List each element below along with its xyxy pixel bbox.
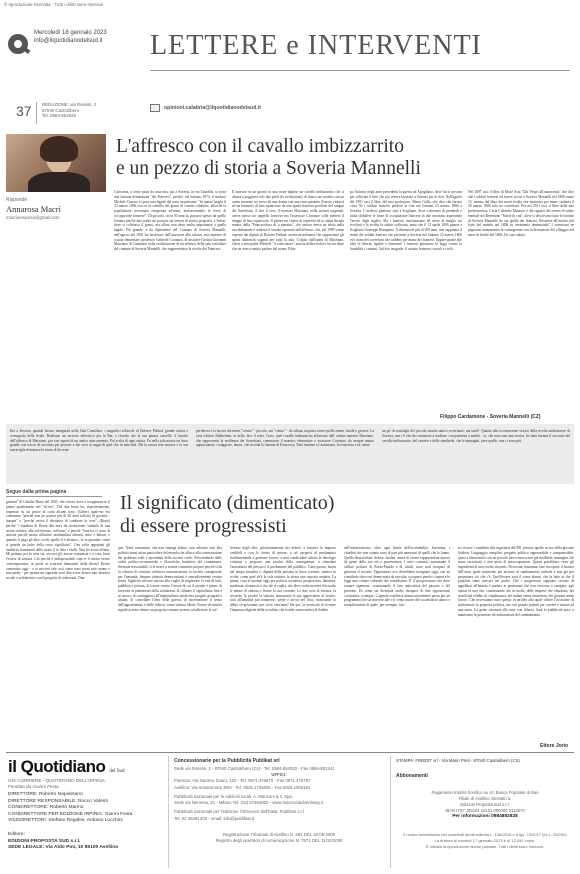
footer-rule [6,752,574,753]
lead-paragraph: Carissima, a cento passi da casa mia, qui a Soveria, in via Tatarella, si trova una fontana denominata "dei Francesi", perché, nel lontano 1874, il sindaco Michele Cimino vi pose una lapide dal testo inquietante: "In questi luoghi il 23 marzo 1806 scoccò la scintilla dei giorni di cruenti calabresi, allorché la popolazione soverinata esasperata affrontò, massacrandole, le forze di occupazione francese". Da piccolo, circa 50 anni fa, passavo spesso da quella fontana perché mio padre mi portava sui terreni di nostra proprietà, a Salesi, dove si coltivava il grano, ma allora non davo molta importanza a quella lapide. Più grande, e da dipendente del Comune di Soveria Mannelli, nell'agosto del 1991 fui incaricato dall'assessore alla cultura, mio maestro di scuola elementare, professor Gabriele Costanzo, di assistere l'artista Giovanni Marziano di Catanzaro nella realizzazione di un affresco della sala consiliare del comune di Soveria Mannelli, che rappresentava la rivolta dei Francesi. [114,190,226,252]
staff-line: VICEDIRETTORI: Stefano Regolini, Antonio Lucchini [8,818,123,824]
reply-column [10,429,188,481]
staff-line: DIRETTORE: Roberto Napoletano [8,792,83,797]
concession-line: Avellino: Via Annarumma 39/A - Tel. 0825.1735026 - Fax 0825.1800154 [174,784,311,790]
redazione-address [42,102,96,119]
redazione-line: 87040 Castrolibero [42,107,80,113]
opinion-email[interactable]: opinioni.calabria@ilquotidianodelsud.it [164,105,261,111]
footer-divider [168,756,169,868]
lead-column [350,190,462,412]
publisher-line: SEDE LEGALE: Via Aldo Pini, 10 85100 Avellino [8,845,119,851]
brand-line: Fondato da Gianni Festa [8,783,59,789]
lead-paragraph: po Antonio negli anni precedenti la guerra ad Aprigliano, dove lui si trovava per coltivare il lino che poi veniva lavorato a Soveria per le doti. Nell'agosto del 1991 uscì il libro del mio professore, Mario Gallo, che dice che furono circa 50 i soldati francesi perdere la vita nel lontano 23 marzo 1806 a Soveria. I rivoltosi giunsero sino a Scigliano, dove costavano di prenderli e latita sfidadere le forze di occupazione francese in due trionfano aspettando l'arrivo degli inglesi. Ma i francesi reazionavano ed avere la meglio sui rivoltosi e la rivolta fu subito soffocata, tanto che il 13 aprile 1806 giunse a Scigliano Giuseppe Bonaparte. A distanza di più di 200 anni, non sappiamo il nome dei soldati francesi che perirono a Soveria nel lontano 23 marzo 1806 ed i nomi dei soveritani che caddero per mano dei francesi. Eppure grazie alle idee di libertà, égalité e fraternité' i francesi portarono le leggi contro la feudalità, i comuni, l'ufficio anagrafe, il catasto francese, sociali e civili. [350,190,462,252]
abbonamenti-label: Abbonamenti [396,773,428,779]
author-photo [6,134,106,192]
lead-column [114,190,226,412]
lead-headline-line: L'affresco con il cavallo imbizzarrito [116,136,404,157]
abbonamenti-line: IBAN IT67 J05424 15101 000000 0113870 [445,808,525,814]
second-column [230,546,336,748]
footer-publisher [8,832,118,852]
redazione-line: Tel. 0984-852828 [42,113,76,118]
reply-column [196,429,374,481]
reply-paragraph: un po' di nostalgia del piccolo mondo antico soveritano, ma tant'è. Quanto alla ricostruzione storica della rivolta antifrancese di Soveria, non c'è che da continuare a studiare, con pazienza e umiltà... io, che non sono una storica, ho fatto bastare il racconto del cavallo imbizzarrito, del carretto e dello stendardo, che le immagini, pure quelle, non ci sono più. [382,429,570,443]
reply-paragraph: periferica e la faceva diventare "centro" - piccolo, ma "centro" - di cultura, inquieta come quelle anime, lucide e gioiose. La casa editrice Rubbettino, tu dello, fece il resto. Certo, quel cavallo imbizzarrito affrescato dall' ottimo maestro Marziano, che rappresenta la resilienza dei Soveritani, commuove il maestro elementare e assessore Costanzo, da sempre animo appassionato, coraggiose, tenaci, che ricorda la fontana di Francesca. Tutti insieme a Cardamone, fa tenerezza e fa venire [196,429,374,448]
concession-line: Registrazione Tribunale di Avellino N. 381 DEL 18-05-2000 [222,831,336,837]
concession-line: Pubblicità nazionale per le edizioni locali: A. Manzoni & C Spa. [174,793,293,799]
lead-headline [116,136,576,180]
concession-line: Potenza: Via Nazario Sauro, 102 - Tel. 0971.476670 - Fax 0971.476797 [174,778,311,784]
lead-signature: Filippo Cardamone - Soveria Mannelli (CZ) [440,414,541,420]
section-label-rule [6,496,102,497]
abbonamenti-line: Per informazioni 0984852828 [452,814,518,820]
second-paragraph: que, l'idea comunista, che non rinnega affatto, non affronta solo alla politica bensì ad un particolare del mondo che allisce alla conservazione dei problemi reali e quotidiani della società civile. Prescindendo dalle radici politico-economiche e filosofiche fondative del comunismo, divenute trascurabili, ci si riesce a sentire comunisti proprio perché si ha la volontà di costruire un'intera comunicazione la società consapevole per l'umanità. Sempre tuttavia democristiani è sem-plicemente restare fermi. Significa rilevare ancora alla voglia di migliorare la vita di tutti, pubblica o privata, di lottare contro l'orrore di cui il mondo è pieno; di investire ai piattimenti della solidarietà, di riflutare il capitalismo fine a se stesso; di contrapporsi all'imperialismo attraverso progetti geografici unitari, di cancellare l'idea della guerra; di incrementare il senso dell'appartenenza e delle fiducia, come sinistra ideale. Essere di sinistra significa avere dentro un progetto comune proteso ad alleviare le sof- [118,546,222,612]
publisher-line: EDIZIONI PROPOSTA SUD s.r.l. [8,838,81,844]
q-logo-tail-icon [22,46,31,54]
second-signature: Ettore Jorio [540,743,569,749]
staff-line: CONDIRETTORE: Roberto Marino [8,805,84,811]
copyright-notice: © riproduzione riservata · Tutti i diritti sono riservati [4,2,103,7]
photo-body-shape [28,172,90,192]
concession-line: Registro degli operatori di comunicazione N. 7871 DEL 11/10/2000 [215,837,343,843]
reply-paragraph: Ero a Soveria, quando furono inaugurati nella Sala Consiliare, i magnifici affreschi di Dolores Puthod, grande artista e scenografa della Scala. Realizzai un servizio televisivo per la Rai, e ricordo che la sua pittura cancellò il ricordo dell'affresco di Marziano, pur con aspetti di un antico attaccamento. Fui scelta di ogni artista. Fu nella sala nostra un buco grande con tracce di racconto per provare a dar voce ai segni di quel che fu antichità. Ma la nuova tela narrava e la sua meraviglia dominava la storia di Soveria. [10,429,188,453]
footer-brand-lines [8,778,105,789]
mail-icon [150,104,160,112]
abbonamenti-line: Filiale di Avellino intestato a: [458,796,512,802]
abbonamenti-details [396,790,574,821]
second-headline [120,492,570,538]
concession-line: Sede via Rossini, 2 - 87040 Castrolibero (Cs) - Tel. 0984-854042 - Fax 0984-851241 [174,766,335,771]
closing-line: La tiratura di martedì 17 gennaio 2023 è di 12.052 copie. [434,837,536,843]
lead-paragraph: Il maestro in un giorno in una notte dipinse un cavallo imbizzarrito che si alzava a poggiava solo due piedi (la rivoluzione), di fianco un carretto con un uomo morente soccorso da una donna con una rosa spezzata (l'onore violato) ed un lenzuolo di lino squarciato da una spada francese prodotte del sangue dei Soveritani. A dire il vero, il maestro Marziano, nella stesura originale, aveva messo un cappello francese ma l'assessore Costanzo volle mettere il drappo di lino squarciato. Il pittore mi chiese di reperirio ed io andai da mia nonna, della "Franceschina di 'u maestru", che ancora aveva un telaio nella sua abitazione e realizzò il tessuto riportato nell'affresco, che, nel 1999 venne coperto dai dipinti di Dolores Puthod, un'artista milanese che rappresentò gli spiriti danteschi vaganti per tutta la sala. Colpito dall'opera di Marziano, chiesi a mio padre Michele "'u colicoatore" notizie della rivolta e lui mi disse che ne aveva sentito parlare dal nonno Filip- [232,190,344,252]
concession-line: Tel. 02 45481403 - email: info@publifast.it [174,815,255,821]
second-headline-line: di essere progressisti [120,515,287,537]
second-paragraph: ginistra" di Claudio Rinto del 2005, che ritrovo dove a scoppiazza-re il primo quantomeno nel "rit-mo". Dei due brani ho, rispettivamente, impresso su un pezzo di carta alcune frasi: (Gaber) quale-no era comunista "perché non ne poteva più di 40 anni (allora) di governi... inaspet" o "perché aveva il desiderio di cambiare le cose"; (Rinto) perché "i bambini di Donte alla terra da rivoluzione, simbolo di una stessa sinistra, alla sof-ferenza, soffrono" e perché "fane-ba ci sono di sinistra perché suono all'antico nonbambini affranti, rimo e bilioni, e quando il paga gli dice «vedi, quello il è afriano», lo tu guardare come si guarda un ladro della sosta significato". Una volta appuntati gli undidetti frammenti dello strato il lo letto i ritalli. Non ho avuto affatto. Mi pensato per la cosa sia, accorci-gli, essere comunista o a cosa fosse l'essere di sinistra. Ciò perché è indispensabile capi-re il nostro essere contemporaneo, in prede ai sconvesi demonetti della destra! Essere comunista oggi - e io mo-rirò tale così come sono morti mio nonno e mio padre - per quanto mi riguarda vuol dire avere dentro tutti desideri sociali e solidaristici con il progetto di realizzarli. Dun- [6,500,110,581]
masthead [0,12,580,130]
staff-line: DIRETTORE RESPONSABILE: Rocco Valenti [8,798,108,804]
issue-date: Mercoledì 18 gennaio 2023 [34,30,107,36]
section-label: Segue dalla prima pagina [6,489,67,495]
footer-divider [390,756,391,868]
photo-hair-shape [40,136,78,162]
lead-column [468,190,574,412]
closing-line: È vietata la riproduzione anche parziale. Tutti i diritti sono riservati. [426,843,544,849]
redazione-line: REDAZIONE: via Rossini, 2 [42,102,97,107]
page-number-divider [36,102,37,124]
concession-line: UFFICI: [271,772,287,778]
reply-column [382,429,570,481]
lead-paragraph: Nel 2007 uscì il libro di Musé Asta "Dai Vespri all'autonomia" che dice che i soldati francesi ed essere uccisi a Soveria Mannelli nel 1806 erano 14, mentre dal libro dei morti risulta che morirono per mano violenta il 28 marzo 1806 solo tre soveritani. Poi nel 2011 uscì il libro della mia professoressa, Carla Colombo Marasco e dei ragazzi del centro di salute mentale dei Reventino "Storie di vita", dove si descrivono tutte le fontane di Soveria Mannelli tra cui quella dei francesi. Resistere all'esserlo più forte del mondo nel 1806 fu veramente demenziale? I soveritani ne pagarono amaramente le conseguenze con la distruzione del villaggio nel mese di fiorile del 1806. Un caro saluto. [468,190,574,237]
second-column [458,546,574,742]
responder-label: Risponde [6,197,28,203]
closing-notes [396,832,574,849]
second-column [6,500,110,748]
concession-details [174,766,384,844]
closing-line: Il nostro beneficiamo dei contributi diretti editoria L. 198/2016 e d.lgs. 70/2017 (ex L. 250/90) [403,832,567,837]
concession-title: Concessionarie per la Pubblicità Publikat srl [174,758,280,764]
masthead-rule [150,70,570,71]
publisher-line: Editore: [8,832,25,837]
abbonamenti-line: Edizioni Proposta sud s.r.l. [460,802,510,808]
responder-name: Annarosa Macrì [6,204,61,214]
staff-line: CONDIRETTORE PER EDIZIONE IRPINIA: Gianni Festa [8,811,133,817]
lead-column [232,190,344,412]
section-title: LETTERE e INTERVENTI [150,30,482,61]
concession-line: Sede via Nervesa, 21 - Milano Tel. (02) 57494802 - www.manzoniadvertising.it [174,800,323,806]
footer-brand-name: il Quotidiano [8,757,106,776]
website-link[interactable]: info@ilquotidianodelsud.it [34,38,103,44]
abbonamenti-line: Pagamento tramite bonifico su c/c Banca Popolare di Bari [431,790,539,795]
responder-email[interactable]: macriannarosa@gmail.com [6,215,60,220]
second-column [344,546,450,748]
second-column [118,546,222,748]
concession-line: Pubblicità nazionale per l'edizione l'Altrovoce dell'Italia: Publifast s.r.l. [174,809,306,815]
second-paragraph: ferenze degli altri, prioritariamente dei deboli; a favorire le imprese credibili e con le forme di potere; a ad op-porsi al predominio multinazionale a generare lavoro; a non condividere affatto le ideologie cristiane e proporre una pratica della conseguenza; a stimolare l'autonomia del privato e il predominio del pubblico. Tutto questo, lascia nel tempo moralità e, dignità della persona in linea coerenti; sentirsi in scelte, come quel ch'è la sola sinistra, la stessa una risposta unitaria. La prima, cosa si intende oggi per politica socialista, progressista, laburista, moderata, riformista o che dir si voglia, che devo verbe mettere d'accordo le anime di sinistra e fiorire la sua corrente. Le due cose di sinistra, la seconda. Io perché la sinistra, nonostante le sue approvative al vertice, tutti all'umanità più numerose, perde e arriva nel fisso, nonostante lo abbia co-governato per circa vent'anni? Da qui, la necessità di ricreare l'impronta digitale della sconfitta, che risiede senza ombra di dubbio [230,546,336,612]
second-paragraph: no rivorse i candidati alla segreteria del PD, persino quello in uso della giovane Schlein. Linguaggio semplice, progetto politico apprezzabile e comprensibile, quasi a dimostrarlo con un piccolo fuoco nuovo non già mollatele, immagini che siano rassicurati e non pieni di preoccupazioni. Questi potrebbero esser gli ingredienti di una ricetta vincente. Necessita, insomma, fare riscoprire il fascino dell'urna, quale strumento per arrivare al cambiamento radicale e non già per perpetuare ciò che c'è. Quell'essere stati il come alunni, che fa fatto ai che il popolari siano arrivati sul podio. Che i progressisti sappiano cercare di appellarsi all'intanto e parlare ai pensionati che non riescono a campare, agli operai fa uno che, contrastando che in molte, delle imprese che chiudono, dei statali dal reddito di cittadinanza, dei malati senza assistenza, dei giovani senza lavoro. Che necessitano tutto questo in un'idea alla quale offrire l'occasione di trasformare in proposta politica, ma con grande potenti per correre e mirare ad una meta. La gente ritornerà alle urne con fiducia. Sarà la pubblicità poco a mantenere le promesse di realizzazione del cambiamento. [458,546,574,617]
footer-brand [8,757,125,777]
footer-brand-suffix: del Sud [109,769,125,774]
stampa-line: STAMPA: FINEDIT srl - Via Mario Preti - 87040 Castrolibero (CS) [396,758,520,763]
lead-headline-line: e un pezzo di storia a Soveria Mannelli [116,158,421,180]
second-paragraph: nell'astensionismo, oltre ogni limite dell'accettabilità. Insomma, i cittadini che non votano sono di pari più numerosi di quelli che lo fanno. Quella disarticolata, deluse, inedite, senza di essere rappresentata ancora da gente della sua età e provenienza. I miei contrasti, nonostante il calibro politico di Borsa-Parade e di simili, sono stati incapaci di generare il riscatto. Figuriamoci ove dovrebbero insegnare oggi, con un contributo che trovi democrazia da raccolta, occuparsi pendo i canoni e le leggi una voltare culturale dei contributori. E' il progressismo che deve tornare egemone, contrastando il fare autocritica del passato e del presente. Di come sia diventata anche incapace di fare opposizione costruttiva, ovunque. L'agenda condivisa democraticamente passa per un programma che sia davvero tale e il vento nuovo del vocabolario stanco e semplicemente di quale, per esempio, fan- [344,546,450,608]
second-headline-line: Il significato (dimenticato) [120,492,335,514]
footer-staff [8,792,132,825]
brand-line: GIÀ CORRIERE - QUOTIDIANO DELL'IRPINIA [8,778,105,783]
page-number: 37 [16,103,32,119]
